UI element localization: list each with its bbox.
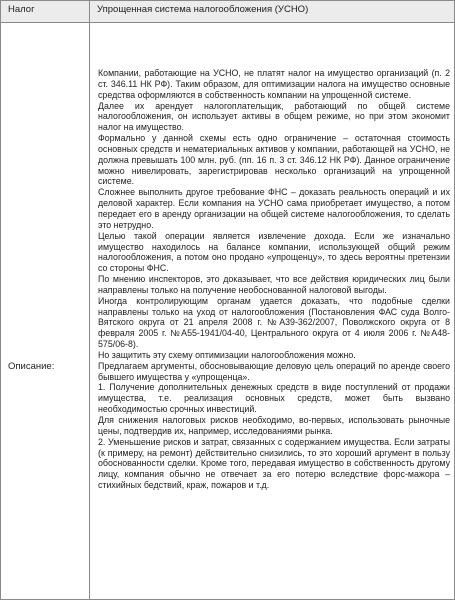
table-header-row (1, 1, 454, 23)
tax-label: Налог (8, 4, 35, 15)
paragraph: По мнению инспекторов, это доказывает, что все действия юридических лиц были направлены только на получение необоснованной налоговой выгоды. (98, 274, 450, 295)
paragraph: Предлагаем аргументы, обосновывающие деловую цель операций по аренде своего бывшего имущества у «упрощенца». (98, 360, 450, 382)
paragraph: Формально у данной схемы есть одно ограничение – остаточная стоимость основных средств и нематериальных активов у компании, работающей на УСНО, не должна превышать 100 млн. руб. (пп. 16 п. 3 ст. 346.12 НК РФ). Данное ограничение можно нивелировать, зарегистрировав несколько организаций на упрощенной системе. (98, 133, 450, 187)
paragraph: Иногда контролирующим органам удается доказать, что подобные сделки направлены только на уход от налогообложения (Постановления ФАС суда Волго-Вятского округа от 21 апреля 2008 г. №А39-362/2007, Поволжского округа от 8 февраля 2005 г. №А55-1941/04-40, Центрального округа от 4 июля 2006 г. №А48-575/06-8). (98, 295, 450, 350)
column-divider (89, 1, 90, 599)
paragraph: 2. Уменьшение рисков и затрат, связанных с содержанием имущества. Если затраты (к примеру, на ремонт) действительно снизились, то это хороший аргумент в пользу обоснованности сделки. Кроме того, передавая имущество в собственность другому лицу, компания обычно не отвечает за его потерю вследствие форс-мажора – стихийных бедствий, краж, пожаров и т.д. (98, 436, 450, 491)
paragraph: Далее их арендует налогоплательщик, работающий по общей системе налогообложения, он использует активы в общем режиме, но при этом экономит налог на имущество. (98, 100, 450, 133)
description-text (98, 68, 450, 491)
paragraph: Компании, работающие на УСНО, не платят налог на имущество организаций (п. 2 ст. 346.11 НК РФ). Таким образом, для оптимизации налога на имущество основные средства оформляются в собственность компании на упрощенной системе. (98, 68, 450, 100)
paragraph: Но защитить эту схему оптимизации налогообложения можно. (98, 349, 356, 360)
paragraph: Для снижения налоговых рисков необходимо, во-первых, использовать рыночные цены, подтвердив их, например, исследованиями рынка. (98, 415, 450, 436)
tax-regime-title: Упрощенная система налогообложения (УСНО) (97, 4, 309, 15)
paragraph: 1. Получение дополнительных денежных средств в виде поступлений от продажи имущества, т.е. реализация основных средств, может быть вызвано необходимостью срочных инвестиций. (98, 382, 450, 415)
paragraph: Целью такой операции является извлечение дохода. Если же изначально имущество находилось на балансе компании, использующей общий режим налогообложения, а потом оно продано «упрощенцу», то здесь вероятны претензии со стороны ФНС. (98, 230, 450, 274)
paragraph: Сложнее выполнить другое требование ФНС – доказать реальность операций и их деловой характер. Если компания на УСНО сама приобретает имущество, а потом передает его в аренду организации на общей системе налогообложения, то сделать это нетрудно. (98, 187, 450, 230)
description-label: Описание: (8, 361, 55, 372)
